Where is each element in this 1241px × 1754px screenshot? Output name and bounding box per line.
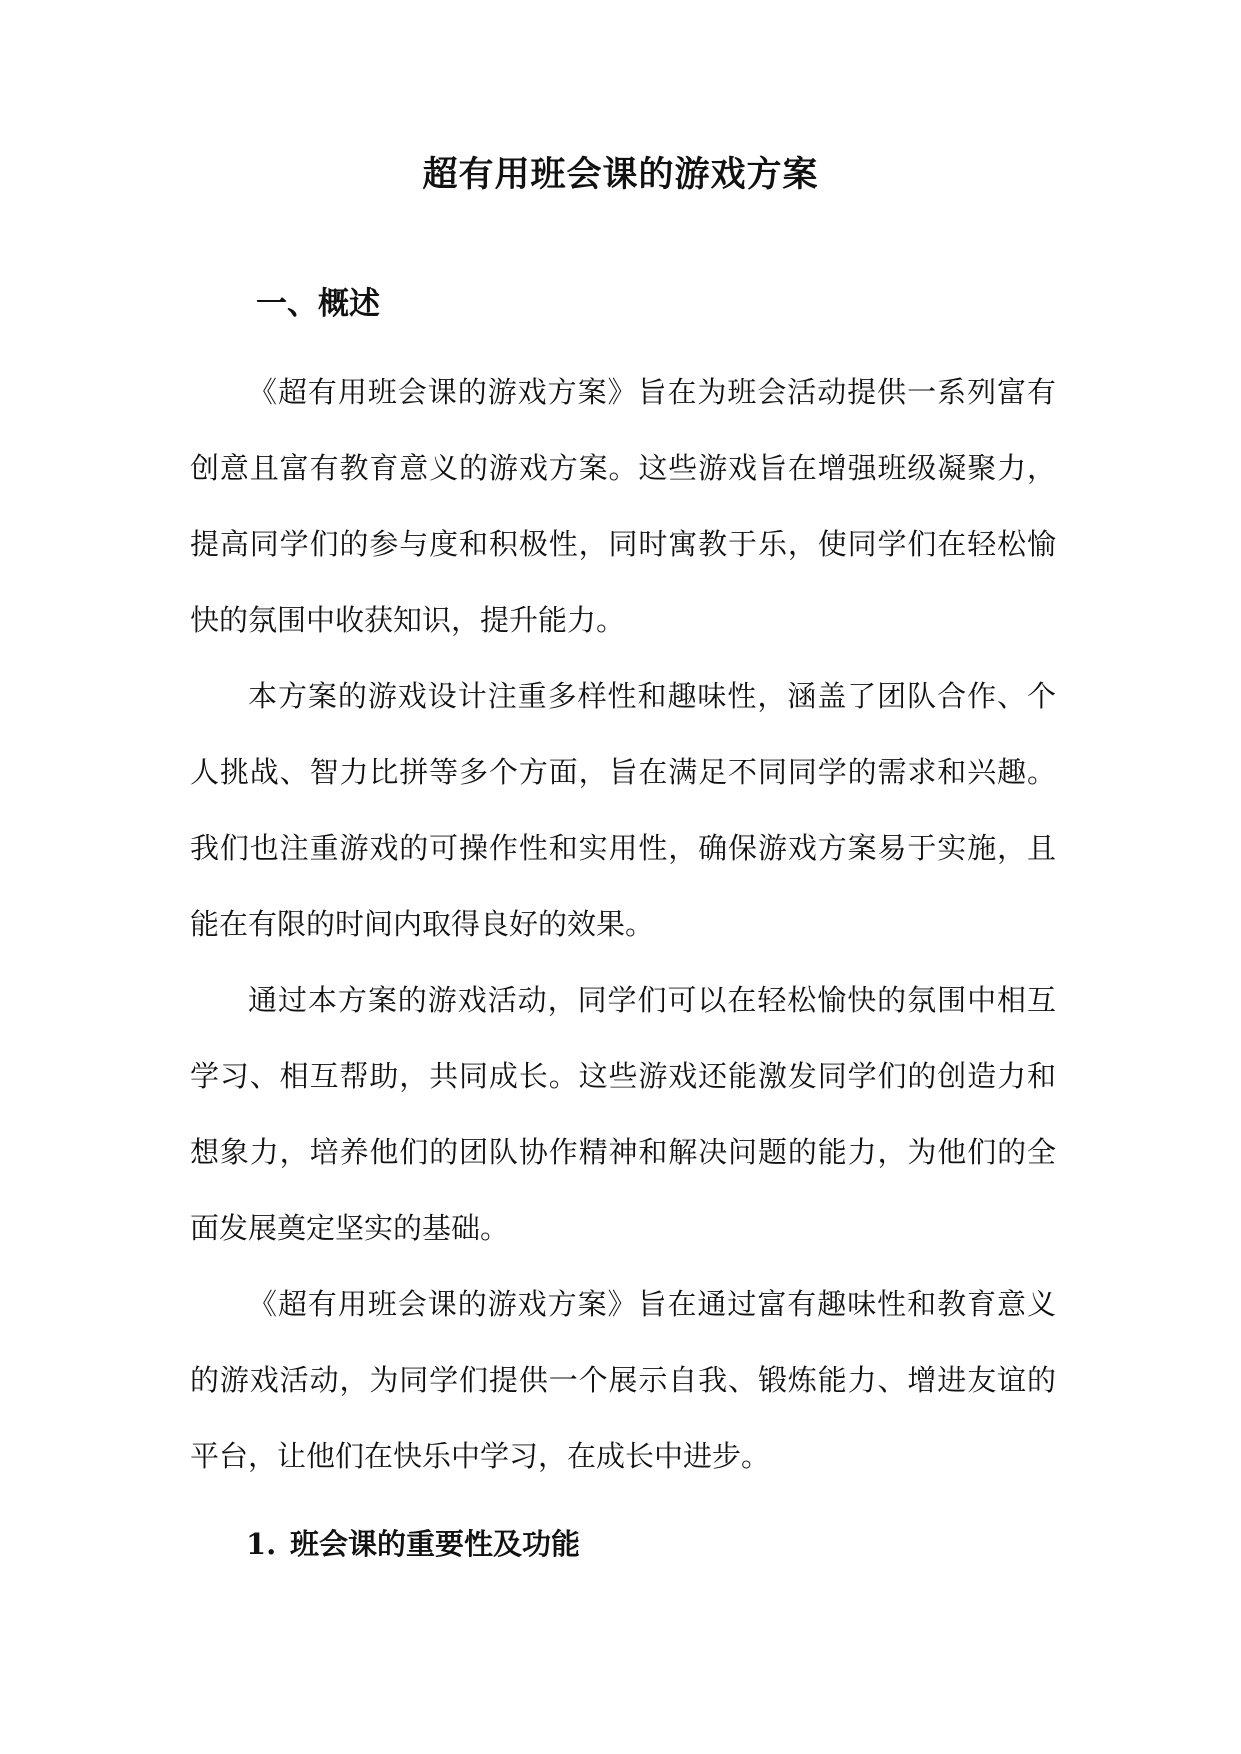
overview-body (190, 354, 1056, 1494)
paragraph: 本方案的游戏设计注重多样性和趣味性，涵盖了团队合作、个人挑战、智力比拼等多个方面，旨在满足不同同学的需求和兴趣。我们也注重游戏的可操作性和实用性，确保游戏方案易于实施，且能在有限的时间内取得良好的效果。 (190, 679, 1056, 941)
section-heading-overview: 一、概述 (256, 286, 380, 322)
paragraph: 《超有用班会课的游戏方案》旨在为班会活动提供一系列富有创意且富有教育意义的游戏方案。这些游戏旨在增强班级凝聚力，提高同学们的参与度和积极性，同时寓教于乐，使同学们在轻松愉快的氛围中收获知识，提升能力。 (190, 375, 1056, 637)
paragraph: 通过本方案的游戏活动，同学们可以在轻松愉快的氛围中相互学习、相互帮助，共同成长。这些游戏还能激发同学们的创造力和想象力，培养他们的团队协作精神和解决问题的能力，为他们的全面发展奠定坚实的基础。 (190, 983, 1056, 1245)
document-title: 超有用班会课的游戏方案 (422, 154, 819, 195)
subsection-heading-importance (246, 1522, 580, 1566)
subsection-number: 1. (246, 1527, 277, 1561)
paragraph: 《超有用班会课的游戏方案》旨在通过富有趣味性和教育意义的游戏活动，为同学们提供一个展示自我、锻炼能力、增进友谊的平台，让他们在快乐中学习，在成长中进步。 (190, 1287, 1056, 1473)
subsection-title: 班会课的重要性及功能 (290, 1527, 581, 1561)
